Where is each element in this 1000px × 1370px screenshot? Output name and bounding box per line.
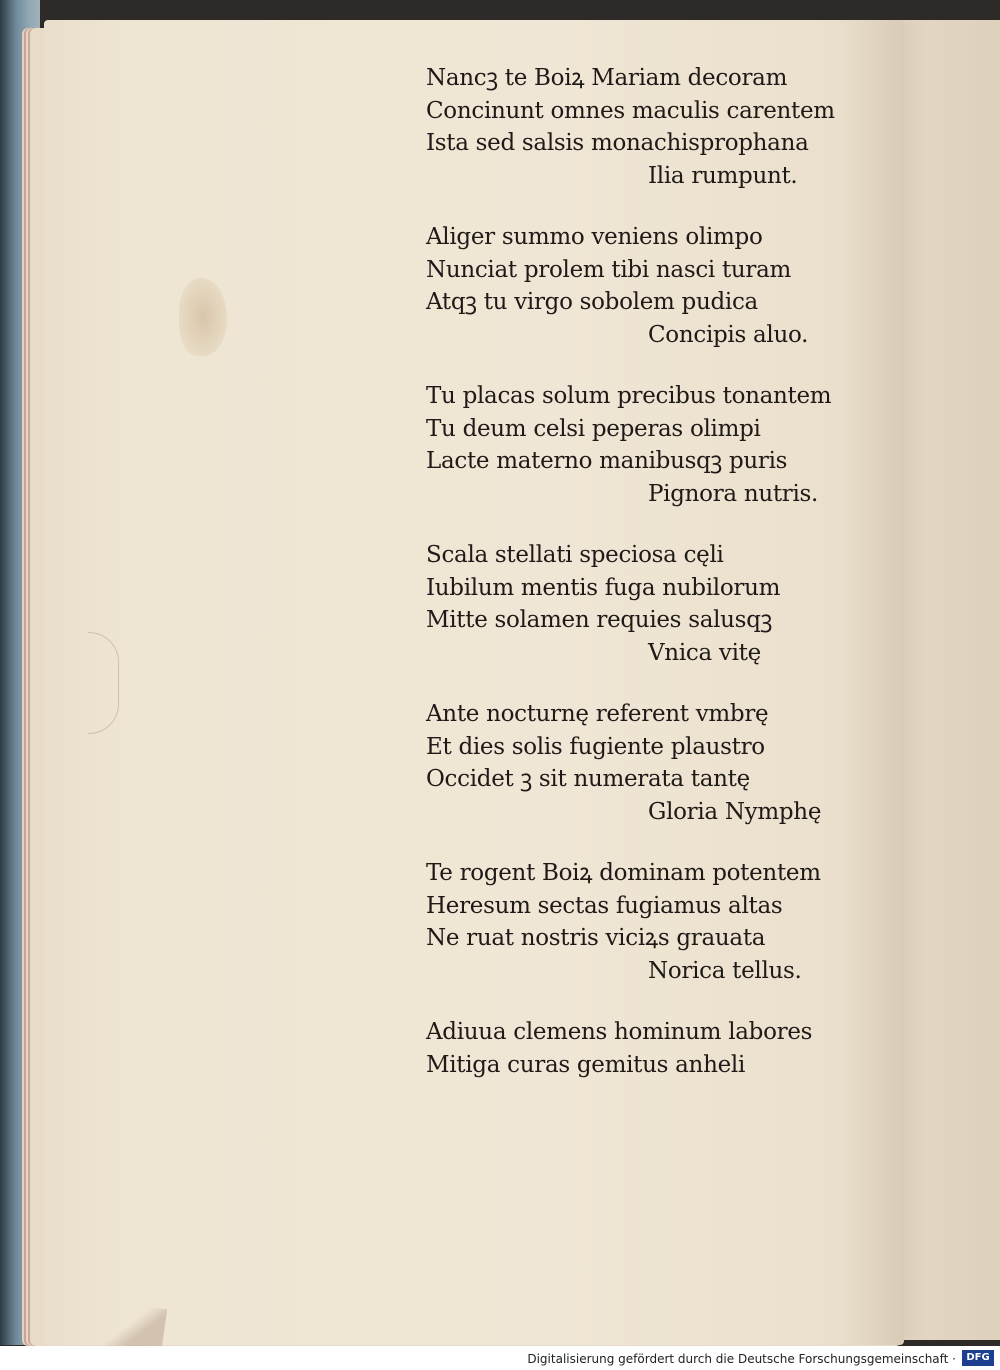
verse-line: Nunciat prolem tibi nasci turam [426,256,792,283]
verse-line: Te rogent Boiꝝ dominam potentem [426,860,821,886]
verse-line: Ista sed salsis monachisprophana [426,130,809,156]
verse-line: Adiuua clemens hominum labores [426,1019,813,1045]
stanza-3 [426,380,886,510]
digitization-credit: Digitalisierung gefördert durch die Deutsche Forschungsgemeinschaft · [527,1352,956,1366]
verse-line: Occidet ꝫ sit numerata tantę [426,766,750,792]
page-fold-mark [88,632,119,734]
verse-closing-line: Gloria Nymphę [648,798,822,825]
verse-line: Lacte materno manibusqꝫ puris [426,448,788,474]
verse-line: Ne ruat nostris viciꝝs grauata [426,925,766,951]
verse-line: Mitiga curas gemitus anheli [426,1051,745,1078]
facing-page [895,20,1000,1340]
stanza-2 [426,221,886,351]
verse-closing-line: Norica tellus. [648,957,802,984]
verse-line: Scala stellati speciosa cęli [426,542,724,568]
poem-text-block [426,62,886,1110]
stanza-6 [426,857,886,987]
stanza-4 [426,539,886,669]
verse-line: Iubilum mentis fuga nubilorum [426,574,781,601]
verse-line: Concinunt omnes maculis carentem [426,97,835,124]
verse-line: Atqꝫ tu virgo sobolem pudica [426,289,758,315]
verse-line: Mitte solamen requies salusqꝫ [426,607,773,633]
verse-line: Ante nocturnę referent vmbrę [426,701,769,727]
verse-closing-line: Concipis aluo. [648,321,809,348]
stanza-5 [426,698,886,828]
verse-line: Heresum sectas fugiamus altas [426,892,783,919]
footer-bar [0,1346,1000,1370]
verse-closing-line: Pignora nutris. [648,480,819,507]
verse-line: Tu placas solum precibus tonantem [426,383,832,409]
verse-line: Aliger summo veniens olimpo [426,224,763,250]
verse-line: Tu deum celsi peperas olimpi [426,415,761,442]
stanza-7 [426,1016,886,1081]
verse-closing-line: Vnica vitę [648,639,761,666]
verse-line: Et dies solis fugiente plaustro [426,733,765,760]
stanza-1 [426,62,886,192]
paper-stain [179,278,227,356]
verse-line: Nancꝫ te Boiꝝ Mariam decoram [426,65,788,91]
verse-closing-line: Ilia rumpunt. [648,162,798,189]
dfg-logo-icon: DFG [962,1350,994,1366]
